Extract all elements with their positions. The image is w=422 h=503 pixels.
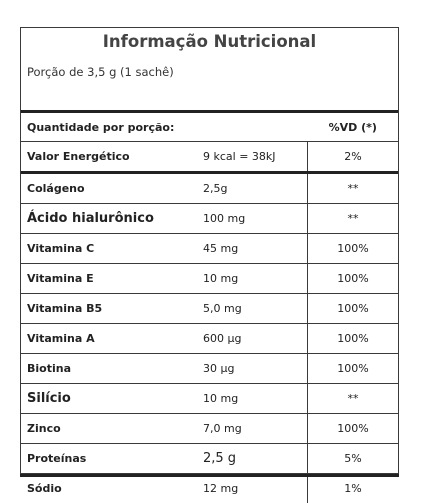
- table-row: [21, 474, 398, 503]
- nutrient-name: Biotina: [21, 354, 193, 384]
- table-row: [21, 444, 398, 474]
- nutrition-facts-panel: [20, 27, 399, 474]
- nutrient-name: Sódio: [21, 474, 193, 503]
- nutrient-vd: 100%: [308, 294, 399, 324]
- header-quantity: Quantidade por porção:: [21, 113, 308, 142]
- nutrient-vd: **: [308, 204, 399, 234]
- nutrient-name: Vitamina C: [21, 234, 193, 264]
- nutrient-quantity: 600 µg: [193, 324, 308, 354]
- nutrient-quantity: 9 kcal = 38kJ: [193, 142, 308, 173]
- table-row: [21, 173, 398, 204]
- nutrition-table: [21, 113, 398, 503]
- nutrient-vd: 100%: [308, 354, 399, 384]
- serving-size: Porção de 3,5 g (1 sachê): [21, 61, 398, 113]
- nutrient-quantity: 10 mg: [193, 264, 308, 294]
- table-row: [21, 294, 398, 324]
- nutrient-quantity: 10 mg: [193, 384, 308, 414]
- nutrient-name: Colágeno: [21, 173, 193, 204]
- table-row: [21, 384, 398, 414]
- nutrient-vd: 5%: [308, 444, 399, 474]
- nutrient-name: Proteínas: [21, 444, 193, 474]
- nutrient-vd: 100%: [308, 264, 399, 294]
- table-row: [21, 234, 398, 264]
- table-row: [21, 354, 398, 384]
- nutrient-quantity: 5,0 mg: [193, 294, 308, 324]
- table-row: [21, 204, 398, 234]
- nutrient-name: Vitamina B5: [21, 294, 193, 324]
- nutrient-vd: **: [308, 384, 399, 414]
- table-header-row: [21, 113, 398, 142]
- table-row: [21, 414, 398, 444]
- nutrient-name: Ácido hialurônico: [21, 204, 193, 234]
- nutrient-quantity: 7,0 mg: [193, 414, 308, 444]
- nutrient-name: Valor Energético: [21, 142, 193, 173]
- nutrient-vd: 100%: [308, 414, 399, 444]
- nutrient-name: Vitamina A: [21, 324, 193, 354]
- nutrient-quantity: 30 µg: [193, 354, 308, 384]
- nutrient-quantity: 100 mg: [193, 204, 308, 234]
- nutrient-vd: 1%: [308, 474, 399, 503]
- nutrient-quantity: 2,5g: [193, 173, 308, 204]
- panel-title: Informação Nutricional: [21, 28, 398, 61]
- nutrient-quantity: 12 mg: [193, 474, 308, 503]
- nutrient-vd: **: [308, 173, 399, 204]
- table-row: [21, 142, 398, 173]
- nutrient-name: Vitamina E: [21, 264, 193, 294]
- nutrient-quantity: 2,5 g: [193, 444, 308, 474]
- nutrient-name: Silício: [21, 384, 193, 414]
- nutrient-vd: 100%: [308, 324, 399, 354]
- header-vd: %VD (*): [308, 113, 399, 142]
- table-row: [21, 264, 398, 294]
- nutrient-vd: 100%: [308, 234, 399, 264]
- table-row: [21, 324, 398, 354]
- nutrient-vd: 2%: [308, 142, 399, 173]
- nutrient-quantity: 45 mg: [193, 234, 308, 264]
- nutrient-name: Zinco: [21, 414, 193, 444]
